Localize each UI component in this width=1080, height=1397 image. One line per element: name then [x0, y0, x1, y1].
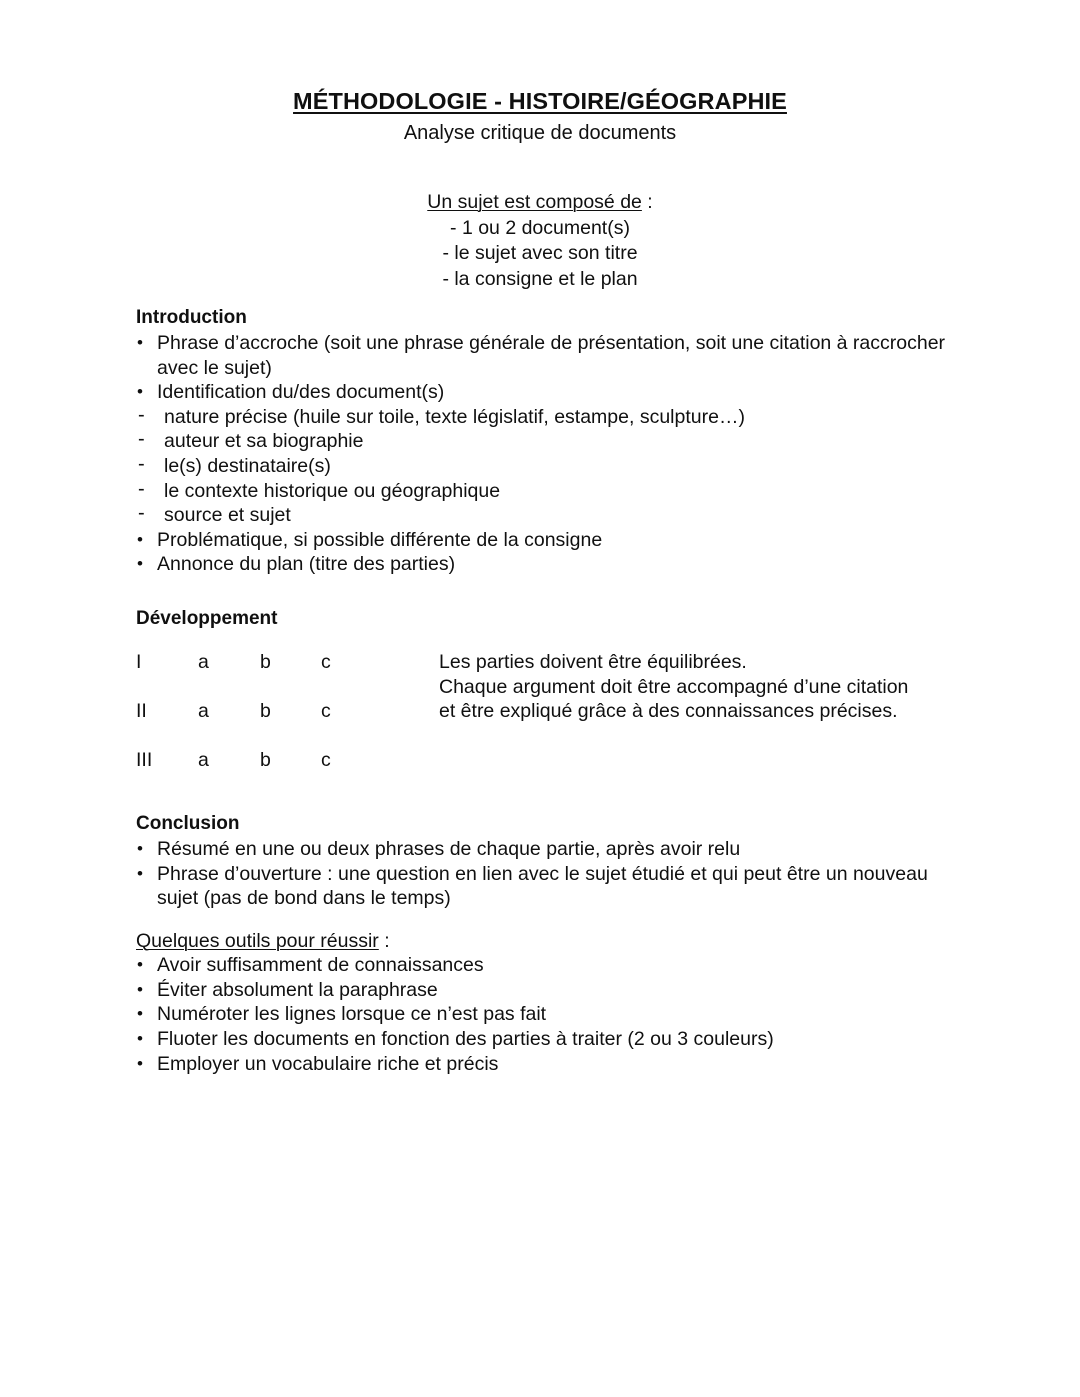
spacer — [136, 632, 956, 650]
bullet-dash-icon: - — [138, 477, 145, 500]
plan-subpart-a: a — [198, 650, 209, 673]
section-heading-developpement: Développement — [136, 607, 278, 629]
developpement-notes — [439, 650, 959, 724]
plan-part-numeral: III — [136, 749, 153, 772]
bullet-dash-icon: - — [138, 403, 145, 426]
bullet-dot-icon: • — [137, 1053, 143, 1073]
conclusion-list — [136, 837, 956, 911]
plan-spacer-row — [136, 724, 956, 749]
plan-subpart-c: c — [321, 650, 331, 673]
list-item-label: Phrase d’accroche (soit une phrase générale de présentation, soit une citation à raccrocher avec le sujet) — [157, 332, 946, 379]
list-item-label: le contexte historique ou géographique — [164, 479, 501, 502]
list-item-label: Avoir suffisamment de connaissances — [157, 954, 484, 977]
list-item — [136, 429, 956, 454]
list-item-label: Identification du/des document(s) — [157, 381, 445, 404]
list-item — [136, 528, 956, 553]
plan-subpart-a: a — [198, 700, 209, 723]
list-item — [136, 503, 956, 528]
bullet-dot-icon: • — [137, 863, 143, 883]
subject-composition-block — [0, 190, 1080, 292]
list-item-label: Annonce du plan (titre des parties) — [157, 553, 456, 576]
bullet-dot-icon: • — [137, 382, 143, 402]
list-item-label: Phrase d’ouverture : une question en lien avec le sujet étudié et qui peut être un nouveau sujet (pas de bond dans le temps) — [157, 862, 928, 910]
section-heading-conclusion: Conclusion — [136, 812, 240, 834]
list-item-label: le(s) destinataire(s) — [164, 454, 331, 477]
subject-composition-title-underlined: Un sujet est composé de — [427, 191, 642, 213]
bullet-dot-icon: • — [137, 333, 143, 352]
list-item — [136, 1002, 956, 1027]
plan-part-numeral: II — [136, 700, 147, 723]
plan-subpart-b: b — [260, 650, 271, 673]
list-item — [136, 862, 956, 911]
list-item — [136, 978, 956, 1003]
subject-composition-title-suffix: : — [641, 191, 653, 213]
tools-section-title-suffix: : — [378, 929, 390, 952]
list-item — [136, 552, 956, 577]
subject-composition-title — [0, 190, 1080, 216]
document-header — [0, 88, 1080, 146]
bullet-dot-icon: • — [137, 979, 143, 999]
spacer — [136, 577, 956, 607]
document-body — [136, 306, 956, 1076]
list-item-label: nature précise (huile sur toile, texte législatif, estampe, sculpture…) — [164, 405, 745, 428]
subject-composition-line: - 1 ou 2 document(s) — [450, 216, 630, 239]
list-item — [136, 1052, 956, 1077]
tools-list — [136, 953, 956, 1076]
plan-part-numeral: I — [136, 650, 142, 673]
list-item — [136, 837, 956, 862]
plan-subpart-c: c — [321, 749, 331, 772]
plan-subpart-a: a — [198, 749, 209, 772]
list-item-label: auteur et sa biographie — [164, 430, 364, 453]
tools-section-title — [136, 929, 956, 954]
list-item — [136, 1027, 956, 1052]
plan-subpart-c: c — [321, 700, 331, 723]
bullet-dash-icon: - — [138, 452, 145, 475]
list-item-label: Fluoter les documents en fonction des parties à traiter (2 ou 3 couleurs) — [157, 1028, 774, 1051]
section-heading-introduction: Introduction — [136, 307, 247, 328]
list-item-label: Éviter absolument la paraphrase — [157, 978, 438, 1001]
developpement-note-line: Les parties doivent être équilibrées. — [439, 650, 747, 673]
bullet-dot-icon: • — [137, 1004, 143, 1024]
introduction-list — [136, 331, 956, 577]
list-item-label: source et sujet — [164, 504, 291, 527]
bullet-dot-icon: • — [137, 955, 143, 975]
list-item — [136, 405, 956, 430]
list-item-label: Numéroter les lignes lorsque ce n’est pas fait — [157, 1003, 547, 1026]
developpement-note-line: et être expliqué grâce à des connaissances précises. — [439, 700, 898, 723]
list-item — [136, 331, 956, 380]
list-item-label: Problématique, si possible différente de la consigne — [157, 528, 603, 551]
list-item — [136, 454, 956, 479]
developpement-plan — [136, 650, 956, 773]
list-item-label: Employer un vocabulaire riche et précis — [157, 1052, 499, 1075]
bullet-dot-icon: • — [137, 554, 143, 574]
subject-composition-line: - le sujet avec son titre — [442, 242, 638, 264]
bullet-dash-icon: - — [138, 428, 145, 451]
tools-section-title-underlined: Quelques outils pour réussir — [136, 929, 379, 952]
bullet-dash-icon: - — [138, 502, 145, 525]
plan-row — [136, 748, 956, 773]
list-item — [136, 479, 956, 504]
bullet-dot-icon: • — [137, 838, 143, 858]
spacer — [136, 773, 956, 812]
developpement-note-line: Chaque argument doit être accompagné d’une citation — [439, 675, 909, 698]
subject-composition-line: - la consigne et le plan — [442, 267, 638, 290]
plan-subpart-b: b — [260, 749, 271, 772]
bullet-dot-icon: • — [137, 529, 143, 549]
bullet-dot-icon: • — [137, 1029, 143, 1049]
spacer — [136, 911, 956, 929]
plan-subpart-b: b — [260, 700, 271, 723]
page-title: MÉTHODOLOGIE - HISTOIRE/GÉOGRAPHIE — [293, 88, 787, 114]
list-item — [136, 953, 956, 978]
list-item — [136, 380, 956, 405]
list-item-label: Résumé en une ou deux phrases de chaque partie, après avoir relu — [157, 837, 741, 860]
page-subtitle: Analyse critique de documents — [403, 121, 677, 144]
